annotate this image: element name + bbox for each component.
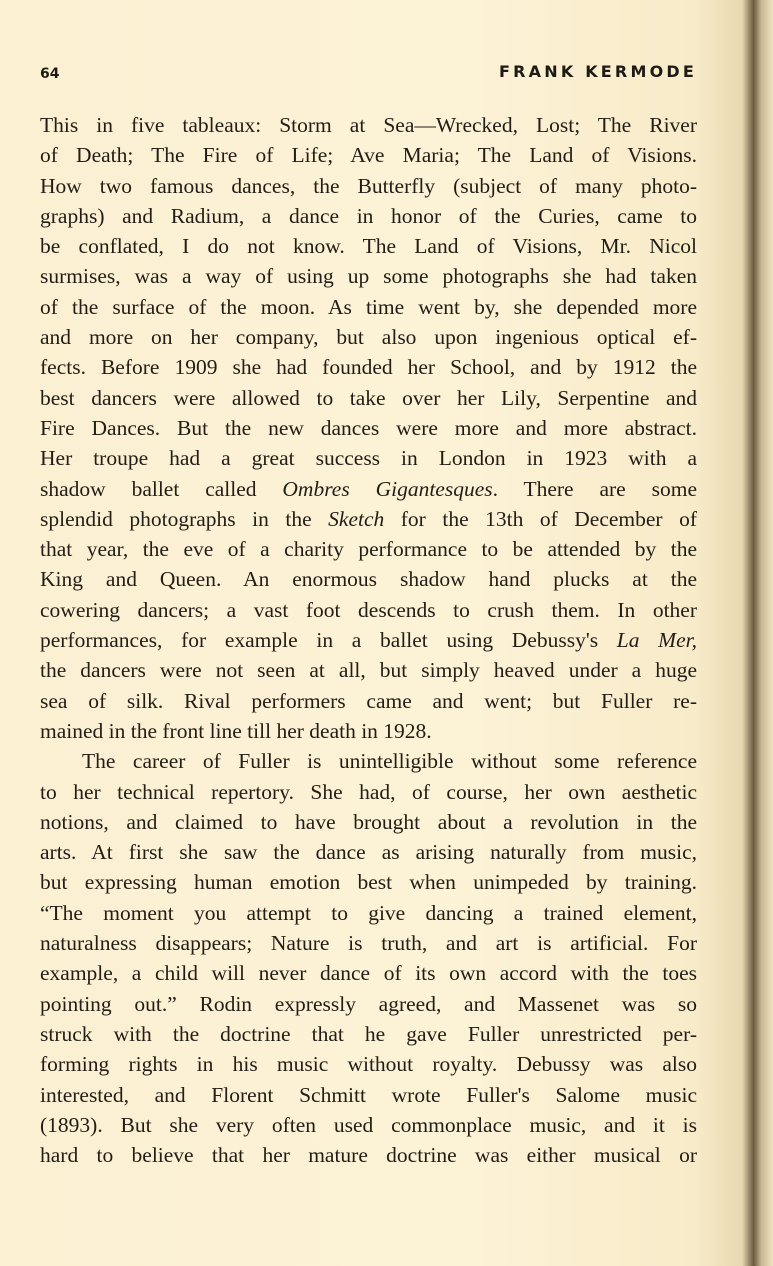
text-segment: the dancers were not seen at all, but simply heaved under a huge bbox=[40, 658, 697, 683]
text-segment: arts. At first she saw the dance as arising naturally from music, bbox=[40, 840, 697, 865]
text-segment: interested, and Florent Schmitt wrote Fuller's Salome music bbox=[40, 1082, 697, 1107]
text-segment: struck with the doctrine that he gave Fuller unrestricted per- bbox=[40, 1021, 697, 1046]
text-line bbox=[40, 898, 697, 928]
text-line bbox=[40, 352, 697, 382]
text-segment: forming rights in his music without royalty. Debussy was also bbox=[40, 1052, 697, 1077]
text-segment: naturalness disappears; Nature is truth, and art is artificial. For bbox=[40, 931, 697, 956]
text-line bbox=[40, 231, 697, 261]
text-line bbox=[40, 140, 697, 170]
text-segment: of Death; The Fire of Life; Ave Maria; The Land of Visions. bbox=[40, 143, 697, 168]
text-line bbox=[40, 201, 697, 231]
text-line bbox=[40, 504, 697, 534]
text-line bbox=[40, 292, 697, 322]
text-line bbox=[40, 1110, 697, 1140]
text-line bbox=[40, 807, 697, 837]
text-line bbox=[40, 474, 697, 504]
text-line bbox=[40, 777, 697, 807]
text-segment: notions, and claimed to have brought about a revolution in the bbox=[40, 809, 697, 834]
text-line bbox=[40, 110, 697, 140]
text-segment: “The moment you attempt to give dancing a trained element, bbox=[40, 900, 697, 925]
text-segment: and more on her company, but also upon ingenious optical ef- bbox=[40, 325, 697, 350]
text-line bbox=[40, 383, 697, 413]
text-line bbox=[40, 171, 697, 201]
text-segment: Her troupe had a great success in London in 1923 with a bbox=[40, 446, 697, 471]
text-segment: Fire Dances. But the new dances were more and more abstract. bbox=[40, 415, 697, 440]
text-segment: . There are some bbox=[492, 476, 697, 501]
text-line bbox=[40, 595, 697, 625]
text-segment: example, a child will never dance of its own accord with the toes bbox=[40, 961, 697, 986]
text-segment: pointing out.” Rodin expressly agreed, and Massenet was so bbox=[40, 991, 697, 1016]
text-segment: graphs) and Radium, a dance in honor of the Curies, came to bbox=[40, 203, 697, 228]
text-segment: mained in the front line till her death in 1928. bbox=[40, 718, 432, 743]
text-segment: but expressing human emotion best when unimpeded by training. bbox=[40, 870, 697, 895]
text-line bbox=[40, 716, 697, 746]
text-line bbox=[40, 928, 697, 958]
text-line bbox=[40, 989, 697, 1019]
text-segment: The career of Fuller is unintelligible without some reference bbox=[82, 749, 697, 774]
text-line bbox=[40, 322, 697, 352]
text-line bbox=[40, 564, 697, 594]
text-line bbox=[40, 837, 697, 867]
italic-text: La Mer, bbox=[616, 628, 697, 653]
text-segment: sea of silk. Rival performers came and went; but Fuller re- bbox=[40, 688, 697, 713]
text-segment: hard to believe that her mature doctrine was either musical or bbox=[40, 1143, 697, 1168]
text-line bbox=[40, 625, 697, 655]
text-segment: of the surface of the moon. As time went by, she depended more bbox=[40, 294, 697, 319]
text-segment: surmises, was a way of using up some photographs she had taken bbox=[40, 264, 697, 289]
text-line bbox=[40, 958, 697, 988]
page-number: 64 bbox=[40, 66, 60, 82]
text-segment: shadow ballet called bbox=[40, 476, 283, 501]
text-line bbox=[40, 534, 697, 564]
italic-text: Ombres Gigantesques bbox=[282, 476, 493, 501]
text-segment: This in five tableaux: Storm at Sea—Wrecked, Lost; The River bbox=[40, 113, 697, 137]
page-header bbox=[40, 62, 697, 88]
text-line bbox=[40, 746, 697, 776]
text-segment: splendid photographs in the bbox=[40, 506, 329, 531]
text-segment: best dancers were allowed to take over her Lily, Serpentine and bbox=[40, 385, 697, 410]
text-segment: to her technical repertory. She had, of course, her own aesthetic bbox=[40, 779, 697, 804]
text-line bbox=[40, 655, 697, 685]
text-line bbox=[40, 443, 697, 473]
text-line bbox=[40, 1019, 697, 1049]
text-segment: performances, for example in a ballet using Debussy's bbox=[40, 628, 617, 653]
text-segment: that year, the eve of a charity performance to be attended by the bbox=[40, 537, 697, 562]
text-segment: King and Queen. An enormous shadow hand plucks at the bbox=[40, 567, 697, 592]
text-line bbox=[40, 867, 697, 897]
text-segment: fects. Before 1909 she had founded her School, and by 1912 the bbox=[40, 355, 697, 380]
text-segment: be conflated, I do not know. The Land of Visions, Mr. Nicol bbox=[40, 234, 697, 259]
text-segment: cowering dancers; a vast foot descends to crush them. In other bbox=[40, 597, 697, 622]
text-line bbox=[40, 261, 697, 291]
text-line bbox=[40, 1080, 697, 1110]
text-line bbox=[40, 413, 697, 443]
text-segment: How two famous dances, the Butterfly (subject of many photo- bbox=[40, 173, 697, 198]
italic-text: Sketch bbox=[328, 506, 385, 531]
running-head: FRANK KERMODE bbox=[499, 62, 697, 81]
body-text bbox=[40, 110, 697, 1170]
text-line bbox=[40, 686, 697, 716]
text-segment: for the 13th of December of bbox=[384, 506, 697, 531]
text-segment: (1893). But she very often used commonplace music, and it is bbox=[40, 1112, 697, 1137]
text-line bbox=[40, 1049, 697, 1079]
text-line bbox=[40, 1140, 697, 1170]
